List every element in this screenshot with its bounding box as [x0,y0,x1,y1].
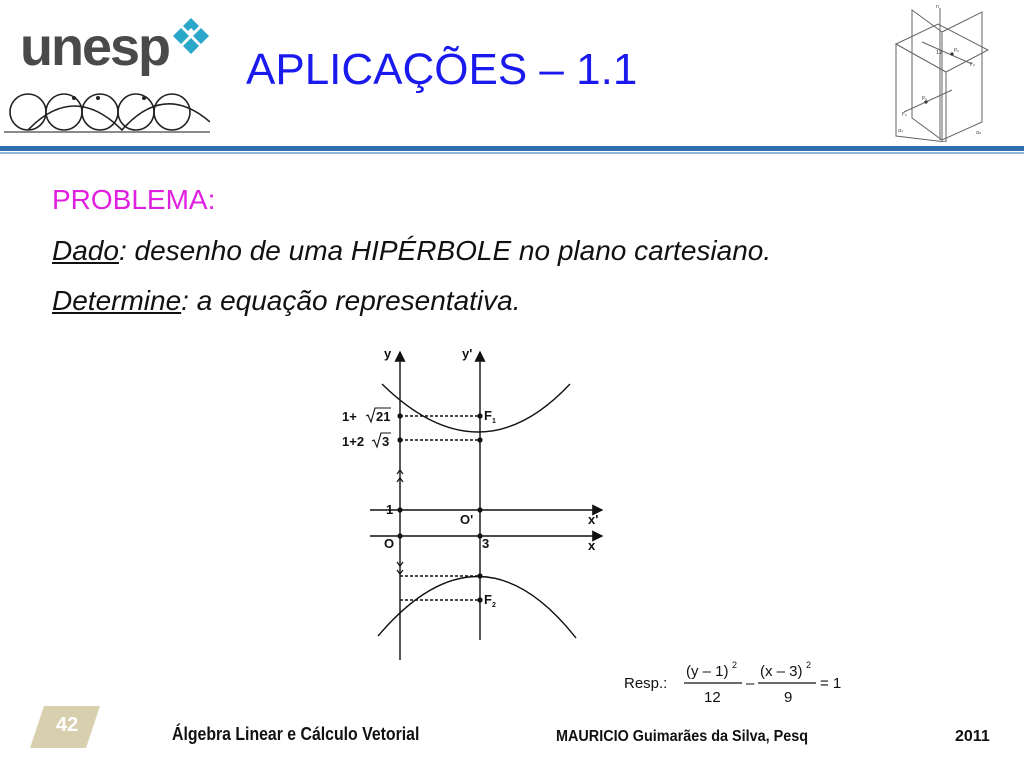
answer-numerator-1: (y – 1) [686,663,729,680]
label-origin: O [384,536,395,551]
label-focus-value [342,408,391,424]
axis-label-y: y [384,346,392,361]
axis-label-y-prime: y' [462,346,473,361]
label-origin-prime: O' [460,512,474,527]
answer-denominator-1: 12 [704,689,721,706]
corner-label-f2: F₂ [970,62,975,68]
header-divider [0,146,1024,151]
answer-minus: – [746,675,755,692]
page-title: APLICAÇÕES – 1.1 [246,45,638,94]
label-vertex-value [342,433,391,449]
label-focus-1-sub: 1 [491,418,496,425]
corner-label-n: n [936,4,940,10]
label-three: 3 [482,536,490,551]
determine-line [52,287,521,315]
answer-denominator-2: 9 [784,689,793,706]
label-focus-2-sub: 2 [491,602,496,609]
answer-numerator-2: (x – 3) [760,663,803,680]
unesp-logo-icon [168,16,214,60]
determine-label: Determine [52,285,182,316]
corner-label-a1: α₁ [898,128,904,134]
label-focus-1: $F_1$ [484,408,496,425]
svg-text:1+: 1+ [342,409,357,424]
unesp-logo-text: unesp [20,17,170,77]
given-text: : desenho de uma HIPÉRBOLE no plano cartesiano. [118,235,772,266]
logo-circles-decoration [4,92,210,136]
problem-label: PROBLEMA: [52,184,216,215]
axis-label-x: x [588,538,596,553]
axis-label-x-prime: x' [588,512,599,527]
slide-number: 42 [56,714,79,736]
answer-exponent-2: 2 [806,660,812,670]
corner-label-a2: α₂ [976,130,982,136]
determine-text: : a equação representativa. [181,285,521,316]
svg-text:3: 3 [382,434,390,449]
planes-diagram [892,2,992,142]
svg-text:1+2: 1+2 [342,434,365,449]
answer-equals: = 1 [820,675,842,692]
label-one: 1 [386,502,394,517]
answer-exponent-1: 2 [732,660,738,670]
header-divider-thin [0,152,1024,154]
answer-label: Resp.: [624,675,668,692]
label-focus-2: $F_2$ [484,592,496,609]
corner-label-p2: P₂ [954,48,960,54]
given-line [52,237,771,265]
svg-text:21: 21 [376,409,391,424]
footer-year: 2011 [955,728,990,745]
hyperbola-graph [330,340,620,670]
corner-label-p1: P₁ [922,96,928,102]
given-label: Dado [52,235,119,266]
corner-label-12: 12 [936,50,943,56]
corner-label-f1: F₁ [902,112,907,118]
answer-formula [620,654,860,710]
footer-author: MAURICIO Guimarães da Silva, Pesq [556,728,809,745]
footer-course-name: Álgebra Linear e Cálculo Vetorial [172,724,420,744]
